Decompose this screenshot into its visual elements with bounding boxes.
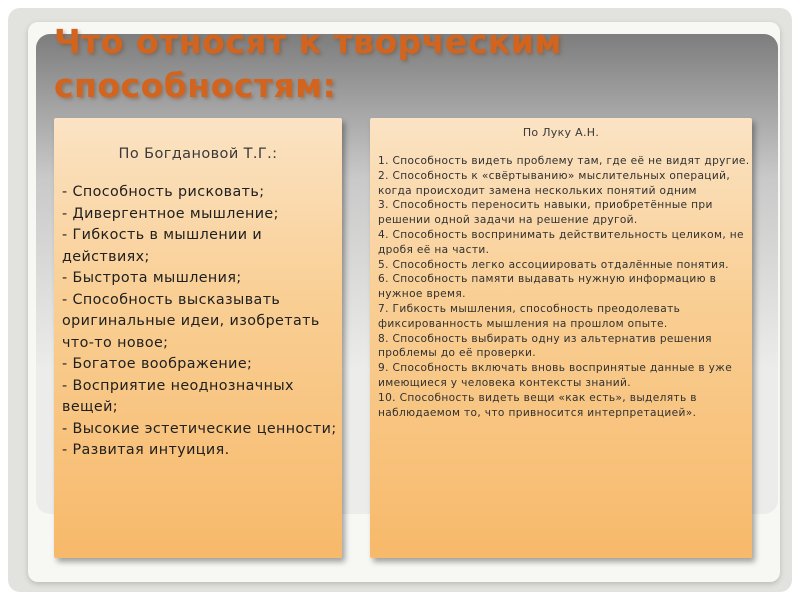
list-item: - Развитая интуиция. — [62, 442, 230, 458]
list-item: 3. Способность переносить навыки, приобретённые при решении одной задачи на решение другой. — [378, 199, 713, 227]
list-item: 2. Способность к «свёртыванию» мыслительных операций, когда происходит замена нескольких понятий одним — [378, 169, 731, 197]
list-item: 9. Способность включать вновь воспринятые данные в уже имеющиеся у человека контексты знаний. — [378, 362, 733, 389]
list-item: 8. Способность выбирать одну из альтернатив решения проблемы до её проверки. — [378, 332, 712, 360]
list-item: 6. Способность памяти выдавать нужную информацию в нужное время. — [378, 273, 717, 301]
list-item: - Способность рисковать; — [62, 184, 265, 200]
slide-title: Что относят к творческим способностям: — [54, 22, 562, 105]
list-item: - Высокие эстетические ценности; — [62, 420, 337, 437]
luk-card — [370, 118, 752, 558]
bogdanova-heading: По Богдановой Т.Г.: — [118, 146, 278, 162]
bogdanova-card — [54, 118, 342, 558]
list-item: - Дивергентное мышление; — [62, 205, 279, 222]
list-item: 1. Способность видеть проблему там, где её не видят другие. — [378, 155, 750, 167]
list-item: 7. Гибкость мышления, способность преодолевать фиксированность мышления на прошлом опыте. — [378, 302, 681, 330]
bogdanova-list — [62, 182, 338, 462]
list-item: - Восприятие неоднозначных вещей; — [62, 377, 294, 415]
luk-heading: По Луку А.Н. — [522, 126, 600, 139]
list-item: - Гибкость в мышлении и действиях; — [62, 227, 263, 265]
list-item: 4. Способность воспринимать действительность целиком, не дробя её на части. — [378, 228, 744, 256]
list-item: - Богатое воображение; — [62, 356, 253, 372]
list-item: - Быстрота мышления; — [62, 270, 242, 286]
list-item: 5. Способность легко ассоциировать отдалённые понятия. — [378, 258, 729, 271]
list-item: 10. Способность видеть вещи «как есть», выделять в наблюдаемом то, что привносится интерпретацией». — [378, 391, 697, 419]
list-item: - Способность высказывать оригинальные идеи, изобретать что-то новое; — [62, 291, 320, 351]
luk-list — [378, 154, 750, 420]
